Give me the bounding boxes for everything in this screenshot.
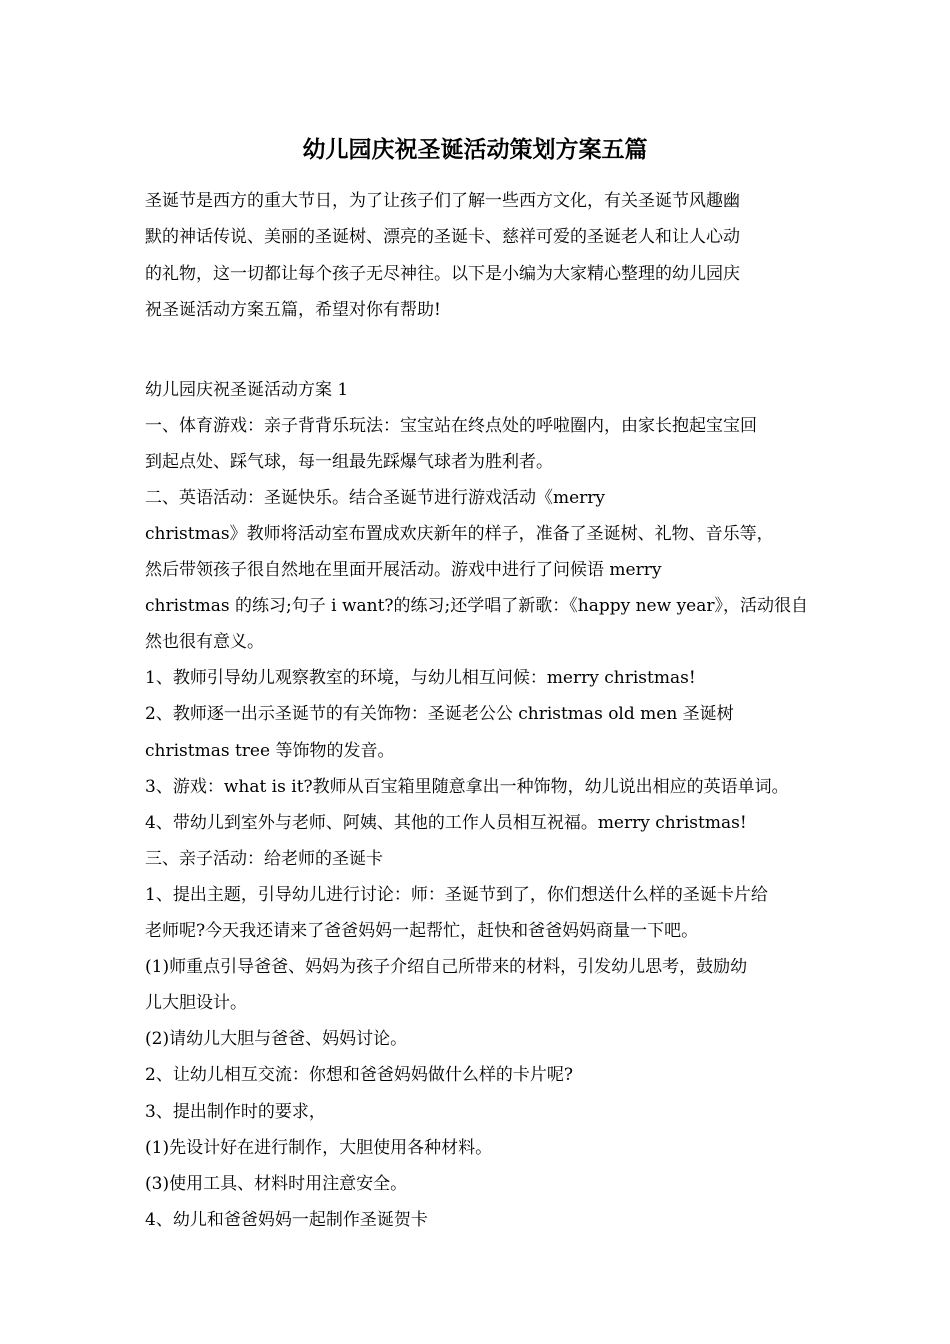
text-line: christmas 的练习;句子 i want?的练习;还学唱了新歌：《happy new year》，活动很自 (145, 596, 808, 617)
text-line: 三、亲子活动：给老师的圣诞卡 (145, 848, 383, 869)
text-line: 然后带领孩子很自然地在里面开展活动。游戏中进行了问候语 merry (145, 560, 662, 581)
text-line: 2、让幼儿相互交流：你想和爸爸妈妈做什么样的卡片呢? (145, 1065, 573, 1086)
text-line: 4、带幼儿到室外与老师、阿姨、其他的工作人员相互祝福。merry christmas! (145, 812, 747, 833)
text-line: (1)先设计好在进行制作，大胆使用各种材料。 (145, 1137, 493, 1158)
text-line: christmas tree 等饰物的发音。 (145, 740, 395, 761)
document-body (145, 183, 807, 1238)
text-line: 一、体育游戏：亲子背背乐玩法：宝宝站在终点处的呼啦圈内，由家长抱起宝宝回 (145, 415, 757, 436)
text-line: 2、教师逐一出示圣诞节的有关饰物：圣诞老公公 christmas old men 圣诞树 (145, 704, 734, 725)
text-line: 儿大胆设计。 (145, 993, 247, 1014)
document-title: 幼儿园庆祝圣诞活动策划方案五篇 (302, 136, 648, 163)
text-line: 到起点处、踩气球，每一组最先踩爆气球者为胜利者。 (145, 451, 553, 472)
intro-paragraph (145, 183, 807, 329)
intro-line: 祝圣诞活动方案五篇，希望对你有帮助! (145, 300, 441, 321)
text-line: 3、提出制作时的要求， (145, 1101, 326, 1122)
text-line: (2)请幼儿大胆与爸爸、妈妈讨论。 (145, 1029, 408, 1050)
text-line: christmas》教师将活动室布置成欢庆新年的样子，准备了圣诞树、礼物、音乐等， (145, 524, 774, 544)
text-line: 然也很有意义。 (145, 632, 264, 653)
text-line: (3)使用工具、材料时用注意安全。 (145, 1173, 408, 1194)
text-line: 二、英语活动：圣诞快乐。结合圣诞节进行游戏活动《merry (145, 487, 606, 508)
paragraph-spacer (145, 329, 807, 372)
plan-1-section (145, 372, 807, 1238)
text-line: (1)师重点引导爸爸、妈妈为孩子介绍自己所带来的材料，引发幼儿思考，鼓励幼 (145, 957, 748, 978)
plan-heading: 幼儿园庆祝圣诞活动方案 1 (145, 379, 349, 400)
intro-line: 的礼物，这一切都让每个孩子无尽神往。以下是小编为大家精心整理的幼儿园庆 (145, 263, 740, 284)
intro-line: 默的神话传说、美丽的圣诞树、漂亮的圣诞卡、慈祥可爱的圣诞老人和让人心动 (145, 227, 740, 248)
intro-line: 圣诞节是西方的重大节日，为了让孩子们了解一些西方文化，有关圣诞节风趣幽 (145, 191, 740, 211)
text-line: 1、提出主题，引导幼儿进行讨论：师：圣诞节到了，你们想送什么样的圣诞卡片给 (145, 884, 768, 905)
text-line: 4、幼儿和爸爸妈妈一起制作圣诞贺卡 (145, 1209, 428, 1230)
text-line: 3、游戏：what is it?教师从百宝箱里随意拿出一种饰物，幼儿说出相应的英语单词。 (145, 776, 789, 797)
text-line: 1、教师引导幼儿观察教室的环境，与幼儿相互问候：merry christmas! (145, 668, 696, 689)
text-line: 老师呢?今天我还请来了爸爸妈妈一起帮忙，赶快和爸爸妈妈商量一下吧。 (145, 921, 699, 942)
